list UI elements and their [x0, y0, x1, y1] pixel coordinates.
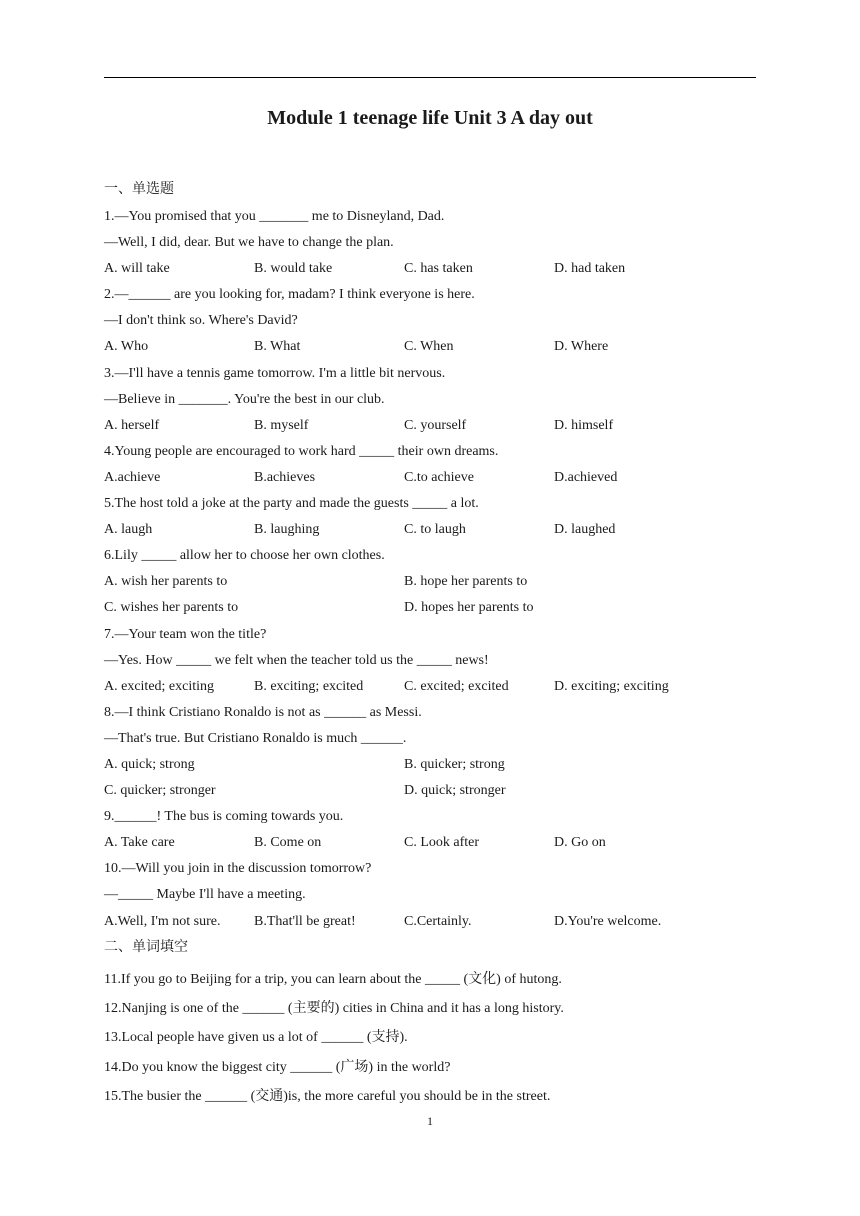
fill-in-item: 14.Do you know the biggest city ______ (广场) in the world? — [104, 1059, 451, 1075]
option: C. has taken — [404, 261, 473, 277]
question — [104, 543, 756, 621]
fill-in-item: 15.The busier the ______ (交通)is, the more careful you should be in the street. — [104, 1088, 551, 1104]
question — [104, 700, 756, 804]
question — [104, 622, 756, 700]
option: A. will take — [104, 261, 170, 277]
question — [104, 491, 756, 543]
content — [104, 176, 756, 1111]
fill-in-item: 13.Local people have given us a lot of ______ (支持). — [104, 1030, 408, 1046]
options-row — [104, 595, 756, 621]
question-line: 5.The host told a joke at the party and made the guests _____ a lot. — [104, 496, 479, 512]
option: B. myself — [254, 417, 309, 433]
option: B. What — [254, 339, 301, 355]
header-rule — [104, 77, 756, 78]
question — [104, 282, 756, 360]
option: C. When — [404, 339, 454, 355]
question — [104, 804, 756, 856]
question — [104, 439, 756, 491]
option: D. hopes her parents to — [404, 600, 534, 616]
question — [104, 361, 756, 439]
question-line: —Well, I did, dear. But we have to change the plan. — [104, 235, 394, 251]
option: D. quick; stronger — [404, 783, 506, 799]
question-line: —Yes. How _____ we felt when the teacher told us the _____ news! — [104, 652, 489, 668]
question-line: 10.—Will you join in the discussion tomorrow? — [104, 861, 372, 877]
options-row — [104, 569, 756, 595]
question-line: 6.Lily _____ allow her to choose her own clothes. — [104, 548, 385, 564]
option: B. quicker; strong — [404, 756, 505, 772]
options-row — [104, 674, 756, 700]
question-line: 9.______! The bus is coming towards you. — [104, 809, 344, 825]
options-row — [104, 413, 756, 439]
page-title: Module 1 teenage life Unit 3 A day out — [267, 107, 593, 129]
section-heading-multiple-choice: 一、单选题 — [104, 182, 174, 197]
option: A. quick; strong — [104, 756, 195, 772]
fill-in-list — [104, 965, 756, 1111]
options-row — [104, 909, 756, 935]
option: C. yourself — [404, 417, 467, 433]
option: B. hope her parents to — [404, 574, 528, 590]
option: C. wishes her parents to — [104, 600, 239, 616]
question-line: 7.—Your team won the title? — [104, 626, 267, 642]
fill-in-item: 12.Nanjing is one of the ______ (主要的) cities in China and it has a long history. — [104, 1001, 564, 1017]
option: D. laughed — [554, 522, 616, 538]
section-heading-word-fill: 二、单词填空 — [104, 939, 188, 955]
option: D. Where — [554, 339, 609, 355]
option: D.You're welcome. — [554, 913, 662, 929]
option: A.Well, I'm not sure. — [104, 913, 221, 929]
question-line: 2.—______ are you looking for, madam? I think everyone is here. — [104, 287, 475, 303]
option: D. exciting; exciting — [554, 678, 669, 694]
option: C. quicker; stronger — [104, 783, 216, 799]
option: A. laugh — [104, 522, 153, 538]
question — [104, 204, 756, 282]
question-line: 3.—I'll have a tennis game tomorrow. I'm a little bit nervous. — [104, 365, 446, 381]
option: A. wish her parents to — [104, 574, 228, 590]
option: C.to achieve — [404, 469, 474, 485]
options-row — [104, 465, 756, 491]
option: A. Take care — [104, 835, 175, 851]
option: D. Go on — [554, 835, 606, 851]
question-line: 8.—I think Cristiano Ronaldo is not as ______ as Messi. — [104, 704, 422, 720]
option: C. Look after — [404, 835, 480, 851]
question-line: —_____ Maybe I'll have a meeting. — [104, 887, 306, 903]
question-line: —That's true. But Cristiano Ronaldo is much ______. — [104, 730, 407, 746]
option: C. to laugh — [404, 522, 466, 538]
question-line: 1.—You promised that you _______ me to Disneyland, Dad. — [104, 209, 445, 224]
option: C.Certainly. — [404, 913, 472, 929]
option: A. Who — [104, 339, 149, 355]
options-row — [104, 752, 756, 778]
options-row — [104, 830, 756, 856]
options-row — [104, 778, 756, 804]
option: A. excited; exciting — [104, 678, 215, 694]
fill-in-item: 11.If you go to Beijing for a trip, you can learn about the _____ (文化) of hutong. — [104, 971, 562, 987]
question — [104, 856, 756, 934]
option: B.achieves — [254, 469, 316, 485]
option: D.achieved — [554, 469, 618, 485]
option: B.That'll be great! — [254, 913, 356, 929]
option: B. Come on — [254, 835, 322, 851]
option: B. laughing — [254, 522, 320, 538]
options-row — [104, 334, 756, 360]
option: C. excited; excited — [404, 678, 509, 694]
option: D. himself — [554, 417, 614, 433]
question-line: —Believe in _______. You're the best in our club. — [104, 391, 385, 407]
page-number: 1 — [427, 1114, 433, 1128]
option: B. exciting; excited — [254, 678, 364, 694]
option: A. herself — [104, 417, 160, 433]
question-line: 4.Young people are encouraged to work hard _____ their own dreams. — [104, 443, 499, 459]
options-row — [104, 256, 756, 282]
options-row — [104, 517, 756, 543]
question-line: —I don't think so. Where's David? — [104, 313, 298, 329]
option: B. would take — [254, 261, 333, 277]
option: A.achieve — [104, 469, 161, 485]
option: D. had taken — [554, 261, 626, 277]
